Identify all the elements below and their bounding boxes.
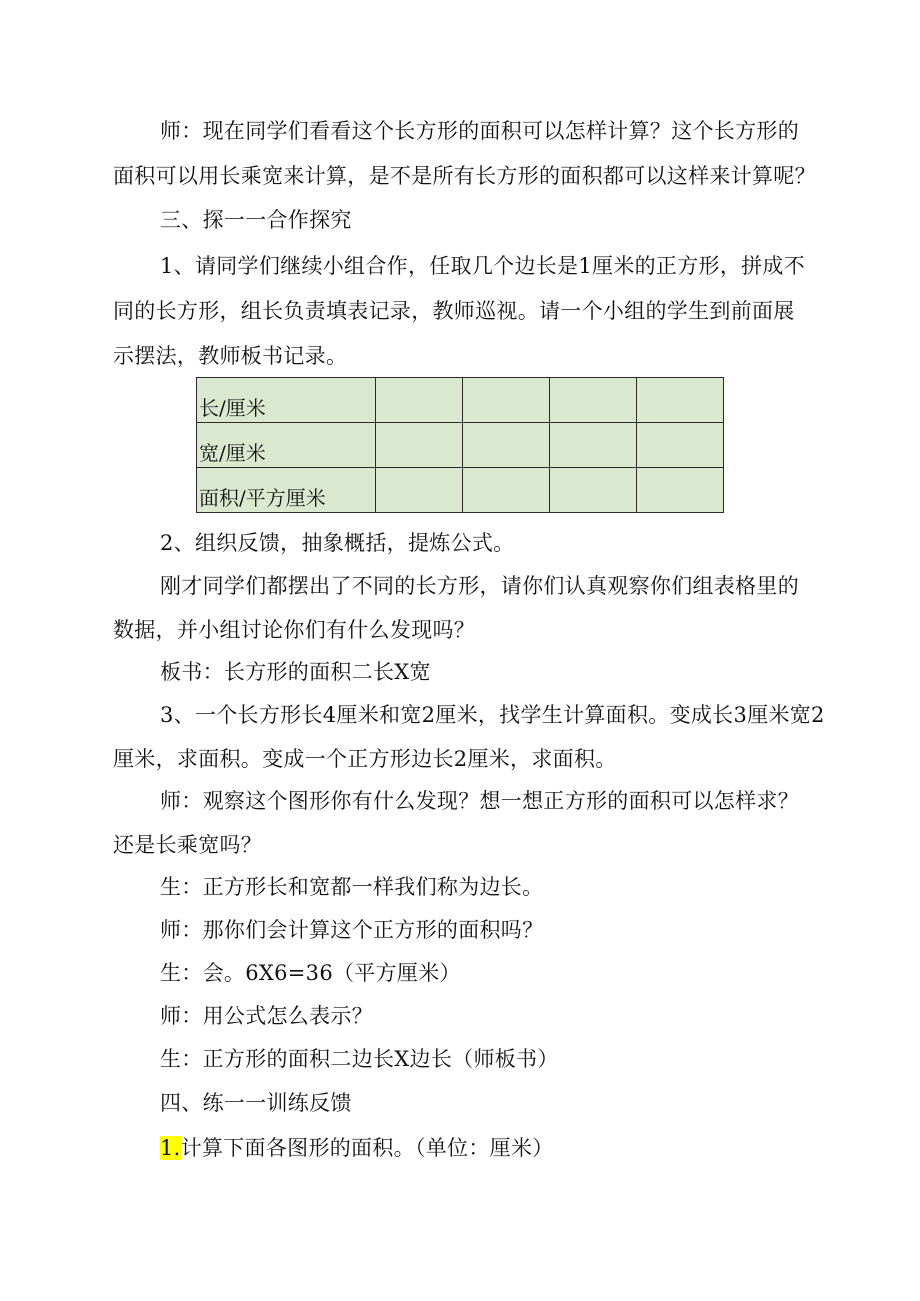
table-row xyxy=(197,378,724,423)
table-cell xyxy=(550,378,637,423)
paragraph-line: 生：正方形长和宽都一样我们称为边长。 xyxy=(160,875,544,899)
record-table xyxy=(196,377,724,513)
paragraph-line: 师：那你们会计算这个正方形的面积吗？ xyxy=(160,918,544,942)
board-note-line: 板书：长方形的面积二长X宽 xyxy=(160,660,431,684)
exercise-number-highlight: 1. xyxy=(160,1136,181,1160)
section-heading-4: 四、练一一训练反馈 xyxy=(160,1091,352,1115)
paragraph-line: 1、请同学们继续小组合作，任取几个边长是1厘米的正方形，拼成不 xyxy=(160,254,806,278)
exercise-line xyxy=(160,1133,554,1163)
table-cell xyxy=(463,468,550,513)
table-cell xyxy=(463,378,550,423)
table-row xyxy=(197,468,724,513)
paragraph-line: 生：正方形的面积二边长X边长（师板书） xyxy=(160,1047,559,1071)
paragraph-line: 还是长乘宽吗？ xyxy=(113,833,263,857)
row-header-area: 面积/平方厘米 xyxy=(197,468,376,513)
table-cell xyxy=(637,423,724,468)
paragraph-line: 数据，并小组讨论你们有什么发现吗？ xyxy=(113,618,476,642)
table-cell xyxy=(463,423,550,468)
paragraph-line: 生：会。6X6=36（平方厘米） xyxy=(160,961,461,985)
exercise-text: 计算下面各图形的面积。（单位：厘米） xyxy=(180,1136,554,1160)
paragraph-line: 师：观察这个图形你有什么发现？想一想正方形的面积可以怎样求？ xyxy=(160,789,799,813)
table-cell xyxy=(637,468,724,513)
table-row xyxy=(197,423,724,468)
table-cell xyxy=(376,378,463,423)
paragraph-line: 2、组织反馈，抽象概括，提炼公式。 xyxy=(160,531,515,555)
paragraph-line: 面积可以用长乘宽来计算，是不是所有长方形的面积都可以这样来计算呢？ xyxy=(113,164,816,188)
table-cell xyxy=(376,468,463,513)
table-cell xyxy=(550,468,637,513)
paragraph-line: 同的长方形，组长负责填表记录，教师巡视。请一个小组的学生到前面展 xyxy=(113,299,795,323)
paragraph-line: 厘米，求面积。变成一个正方形边长2厘米，求面积。 xyxy=(113,747,617,771)
row-header-width: 宽/厘米 xyxy=(197,423,376,468)
row-header-length: 长/厘米 xyxy=(197,378,376,423)
section-heading-3: 三、探一一合作探究 xyxy=(160,208,352,232)
paragraph-line: 示摆法，教师板书记录。 xyxy=(113,344,348,368)
paragraph-line: 3、一个长方形长4厘米和宽2厘米，找学生计算面积。变成长3厘米宽2 xyxy=(160,703,825,727)
paragraph-line: 师：用公式怎么表示？ xyxy=(160,1004,373,1028)
table-cell xyxy=(637,378,724,423)
paragraph-line: 师：现在同学们看看这个长方形的面积可以怎样计算？这个长方形的 xyxy=(160,119,799,143)
paragraph-line: 刚才同学们都摆出了不同的长方形，请你们认真观察你们组表格里的 xyxy=(160,574,799,598)
table-cell xyxy=(376,423,463,468)
table-cell xyxy=(550,423,637,468)
